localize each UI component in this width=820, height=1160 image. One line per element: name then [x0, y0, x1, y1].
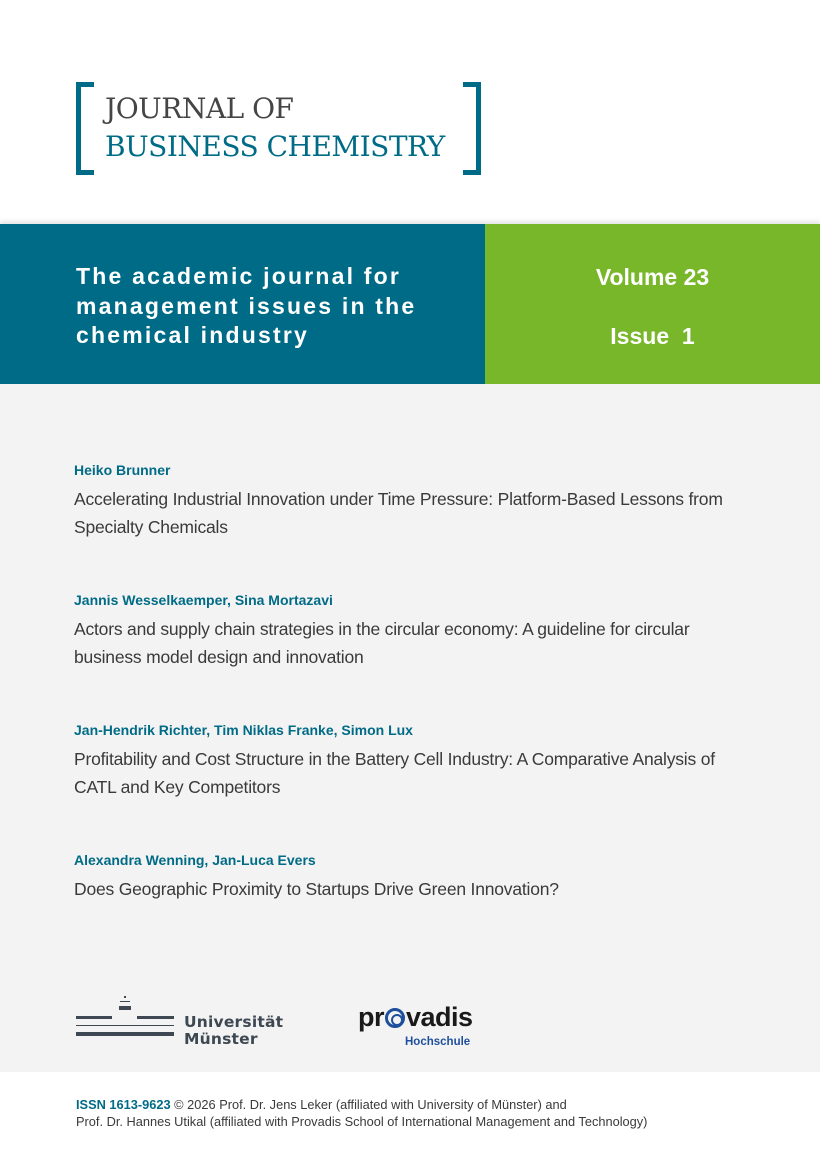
- tagline: [76, 262, 476, 351]
- tagline-line: chemical industry: [76, 322, 309, 348]
- provadis-logo: [358, 1002, 478, 1050]
- banner-band: [0, 224, 820, 384]
- logo-bar-icon: [137, 1016, 174, 1019]
- article-item[interactable]: [74, 591, 754, 671]
- footer: [0, 1072, 820, 1160]
- issue-label: Issue 1: [610, 323, 695, 349]
- article-authors: Jannis Wesselkaemper, Sina Mortazavi: [74, 592, 333, 608]
- article-list: [0, 384, 820, 1072]
- article-authors: Alexandra Wenning, Jan-Luca Evers: [74, 852, 316, 868]
- tagline-line: management issues in the: [76, 292, 417, 319]
- logo-line-1: JOURNAL OF: [105, 92, 294, 125]
- copyright-notice: [76, 1096, 776, 1130]
- article-title[interactable]: Does Geographic Proximity to Startups Drive Green Innovation?: [74, 879, 559, 899]
- article-item[interactable]: [74, 461, 754, 541]
- university-line-2: Münster: [184, 1030, 258, 1048]
- tagline-line: The academic journal for: [76, 263, 402, 289]
- logo-bar-icon: [76, 1032, 174, 1036]
- tagline-panel: [0, 224, 485, 384]
- provadis-wordmark: [358, 1002, 473, 1032]
- article-item[interactable]: [74, 851, 754, 903]
- provadis-subtitle: Hochschule: [405, 1036, 471, 1048]
- wordmark-part: pr: [358, 1002, 384, 1032]
- article-authors: Heiko Brunner: [74, 462, 171, 478]
- university-line-1: Universität: [184, 1013, 284, 1031]
- issn: ISSN 1613-9623: [76, 1097, 171, 1112]
- copyright-line-2: Prof. Dr. Hannes Utikal (affiliated with Provadis School of International Management and Technology): [76, 1114, 648, 1129]
- logo-dot-icon: [124, 996, 126, 998]
- left-bracket-icon: [76, 82, 94, 175]
- university-name: [184, 1014, 283, 1048]
- logo-dash-icon: [120, 1001, 130, 1002]
- right-bracket-icon: [463, 82, 481, 175]
- logo-block-icon: [119, 1006, 131, 1010]
- masthead: [0, 0, 820, 224]
- article-title[interactable]: Actors and supply chain strategies in the circular economy: A guideline for circular business model design and innovation: [74, 619, 690, 667]
- article-authors: Jan-Hendrik Richter, Tim Niklas Franke, Simon Lux: [74, 722, 413, 738]
- logo-line-icon: [76, 1025, 174, 1026]
- university-muenster-logo: [76, 996, 284, 1048]
- volume-label: Volume 23: [595, 264, 710, 290]
- swirl-icon: [385, 1008, 405, 1028]
- issue-panel: [485, 224, 820, 384]
- article-item[interactable]: [74, 721, 754, 801]
- journal-logo: [76, 82, 481, 175]
- article-title[interactable]: Profitability and Cost Structure in the Battery Cell Industry: A Comparative Analysis of CATL and Key Competitors: [74, 749, 715, 797]
- wordmark-part: vadis: [406, 1002, 473, 1032]
- article-title[interactable]: Accelerating Industrial Innovation under Time Pressure: Platform-Based Lessons from Specialty Chemicals: [74, 489, 723, 537]
- copyright-line-1: © 2026 Prof. Dr. Jens Leker (affiliated with University of Münster) and: [170, 1097, 567, 1112]
- logo-bar-icon: [76, 1016, 112, 1019]
- logo-line-2: BUSINESS CHEMISTRY: [105, 130, 445, 163]
